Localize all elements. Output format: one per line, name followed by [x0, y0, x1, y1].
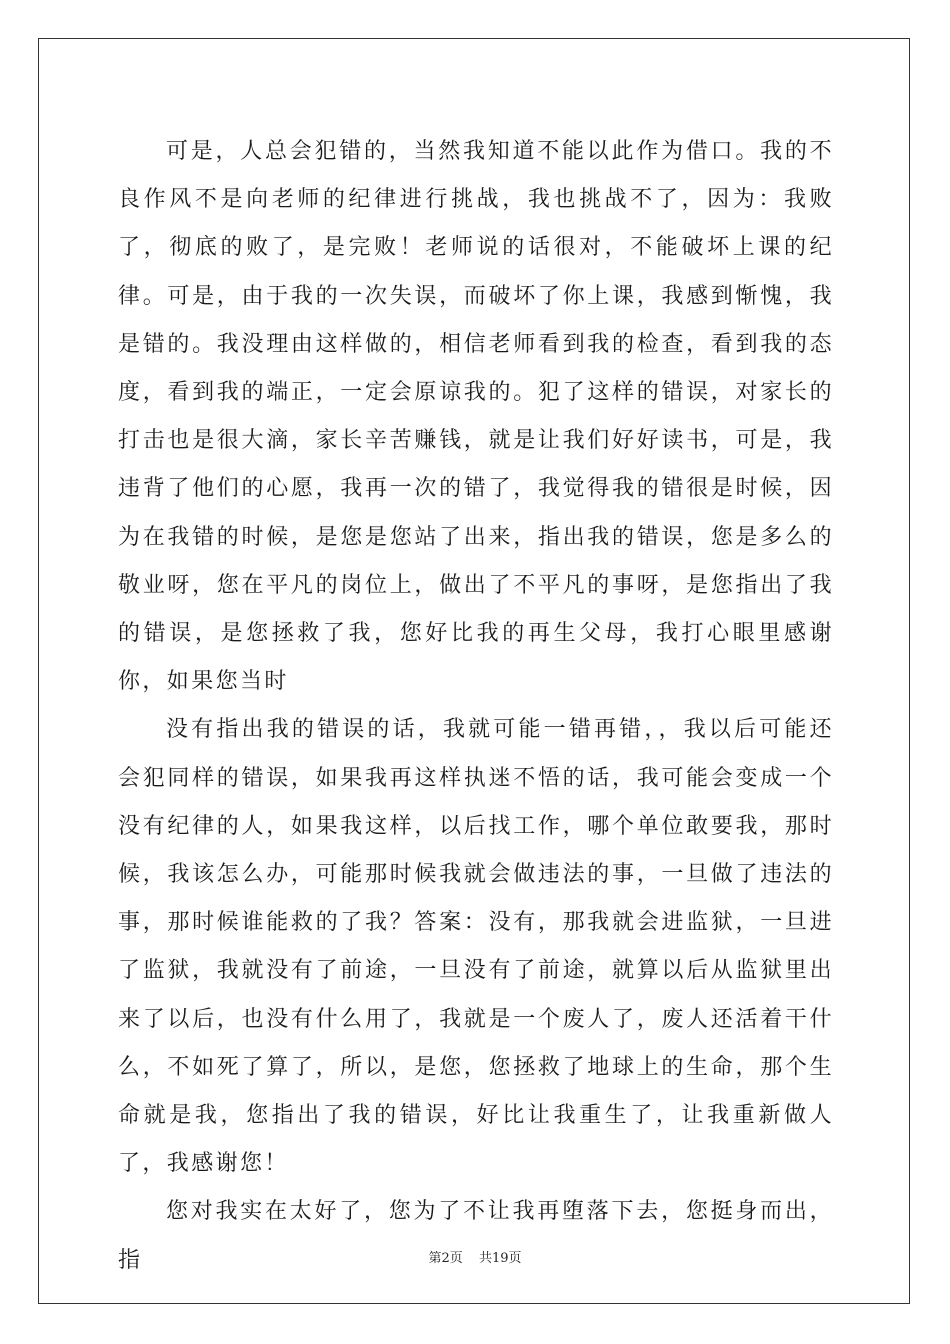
document-body [118, 128, 834, 1285]
page-number-current: 第2页 [428, 1251, 463, 1266]
page-number-total: 共19页 [478, 1251, 522, 1266]
paragraph-1: 可是，人总会犯错的，当然我知道不能以此作为借口。我的不良作风不是向老师的纪律进行挑战，我也挑战不了，因为：我败了，彻底的败了，是完败！老师说的话很对，不能破坏上课的纪律。可是，由于我的一次失误，而破坏了你上课，我感到惭愧，我是错的。我没理由这样做的，相信老师看到我的检查，看到我的态度，看到我的端正，一定会原谅我的。犯了这样的错误，对家长的打击也是很大滴，家长辛苦赚钱，就是让我们好好读书，可是，我违背了他们的心愿，我再一次的错了，我觉得我的错很是时候，因为在我错的时候，是您是您站了出来，指出我的错误，您是多么的敬业呀，您在平凡的岗位上，做出了不平凡的事呀，是您指出了我的错误，是您拯救了我，您好比我的再生父母，我打心眼里感谢你，如果您当时 [118, 139, 834, 695]
paragraph-2: 没有指出我的错误的话，我就可能一错再错，，我以后可能还会犯同样的错误，如果我再这样执迷不悟的话，我可能会变成一个没有纪律的人，如果我这样，以后找工作，哪个单位敢要我，那时候，我该怎么办，可能那时候我就会做违法的事，一旦做了违法的事，那时候谁能救的了我？答案：没有，那我就会进监狱，一旦进了监狱，我就没有了前途，一旦没有了前途，就算以后从监狱里出来了以后，也没有什么用了，我就是一个废人了，废人还活着干什么，不如死了算了，所以，是您，您拯救了地球上的生命，那个生命就是我，您指出了我的错误，好比让我重生了，让我重新做人了，我感谢您！ [118, 717, 834, 1177]
paragraph-3: 您对我实在太好了，您为了不让我再堕落下去，您挺身而出，指 [118, 1199, 834, 1273]
page-footer [0, 1247, 950, 1266]
